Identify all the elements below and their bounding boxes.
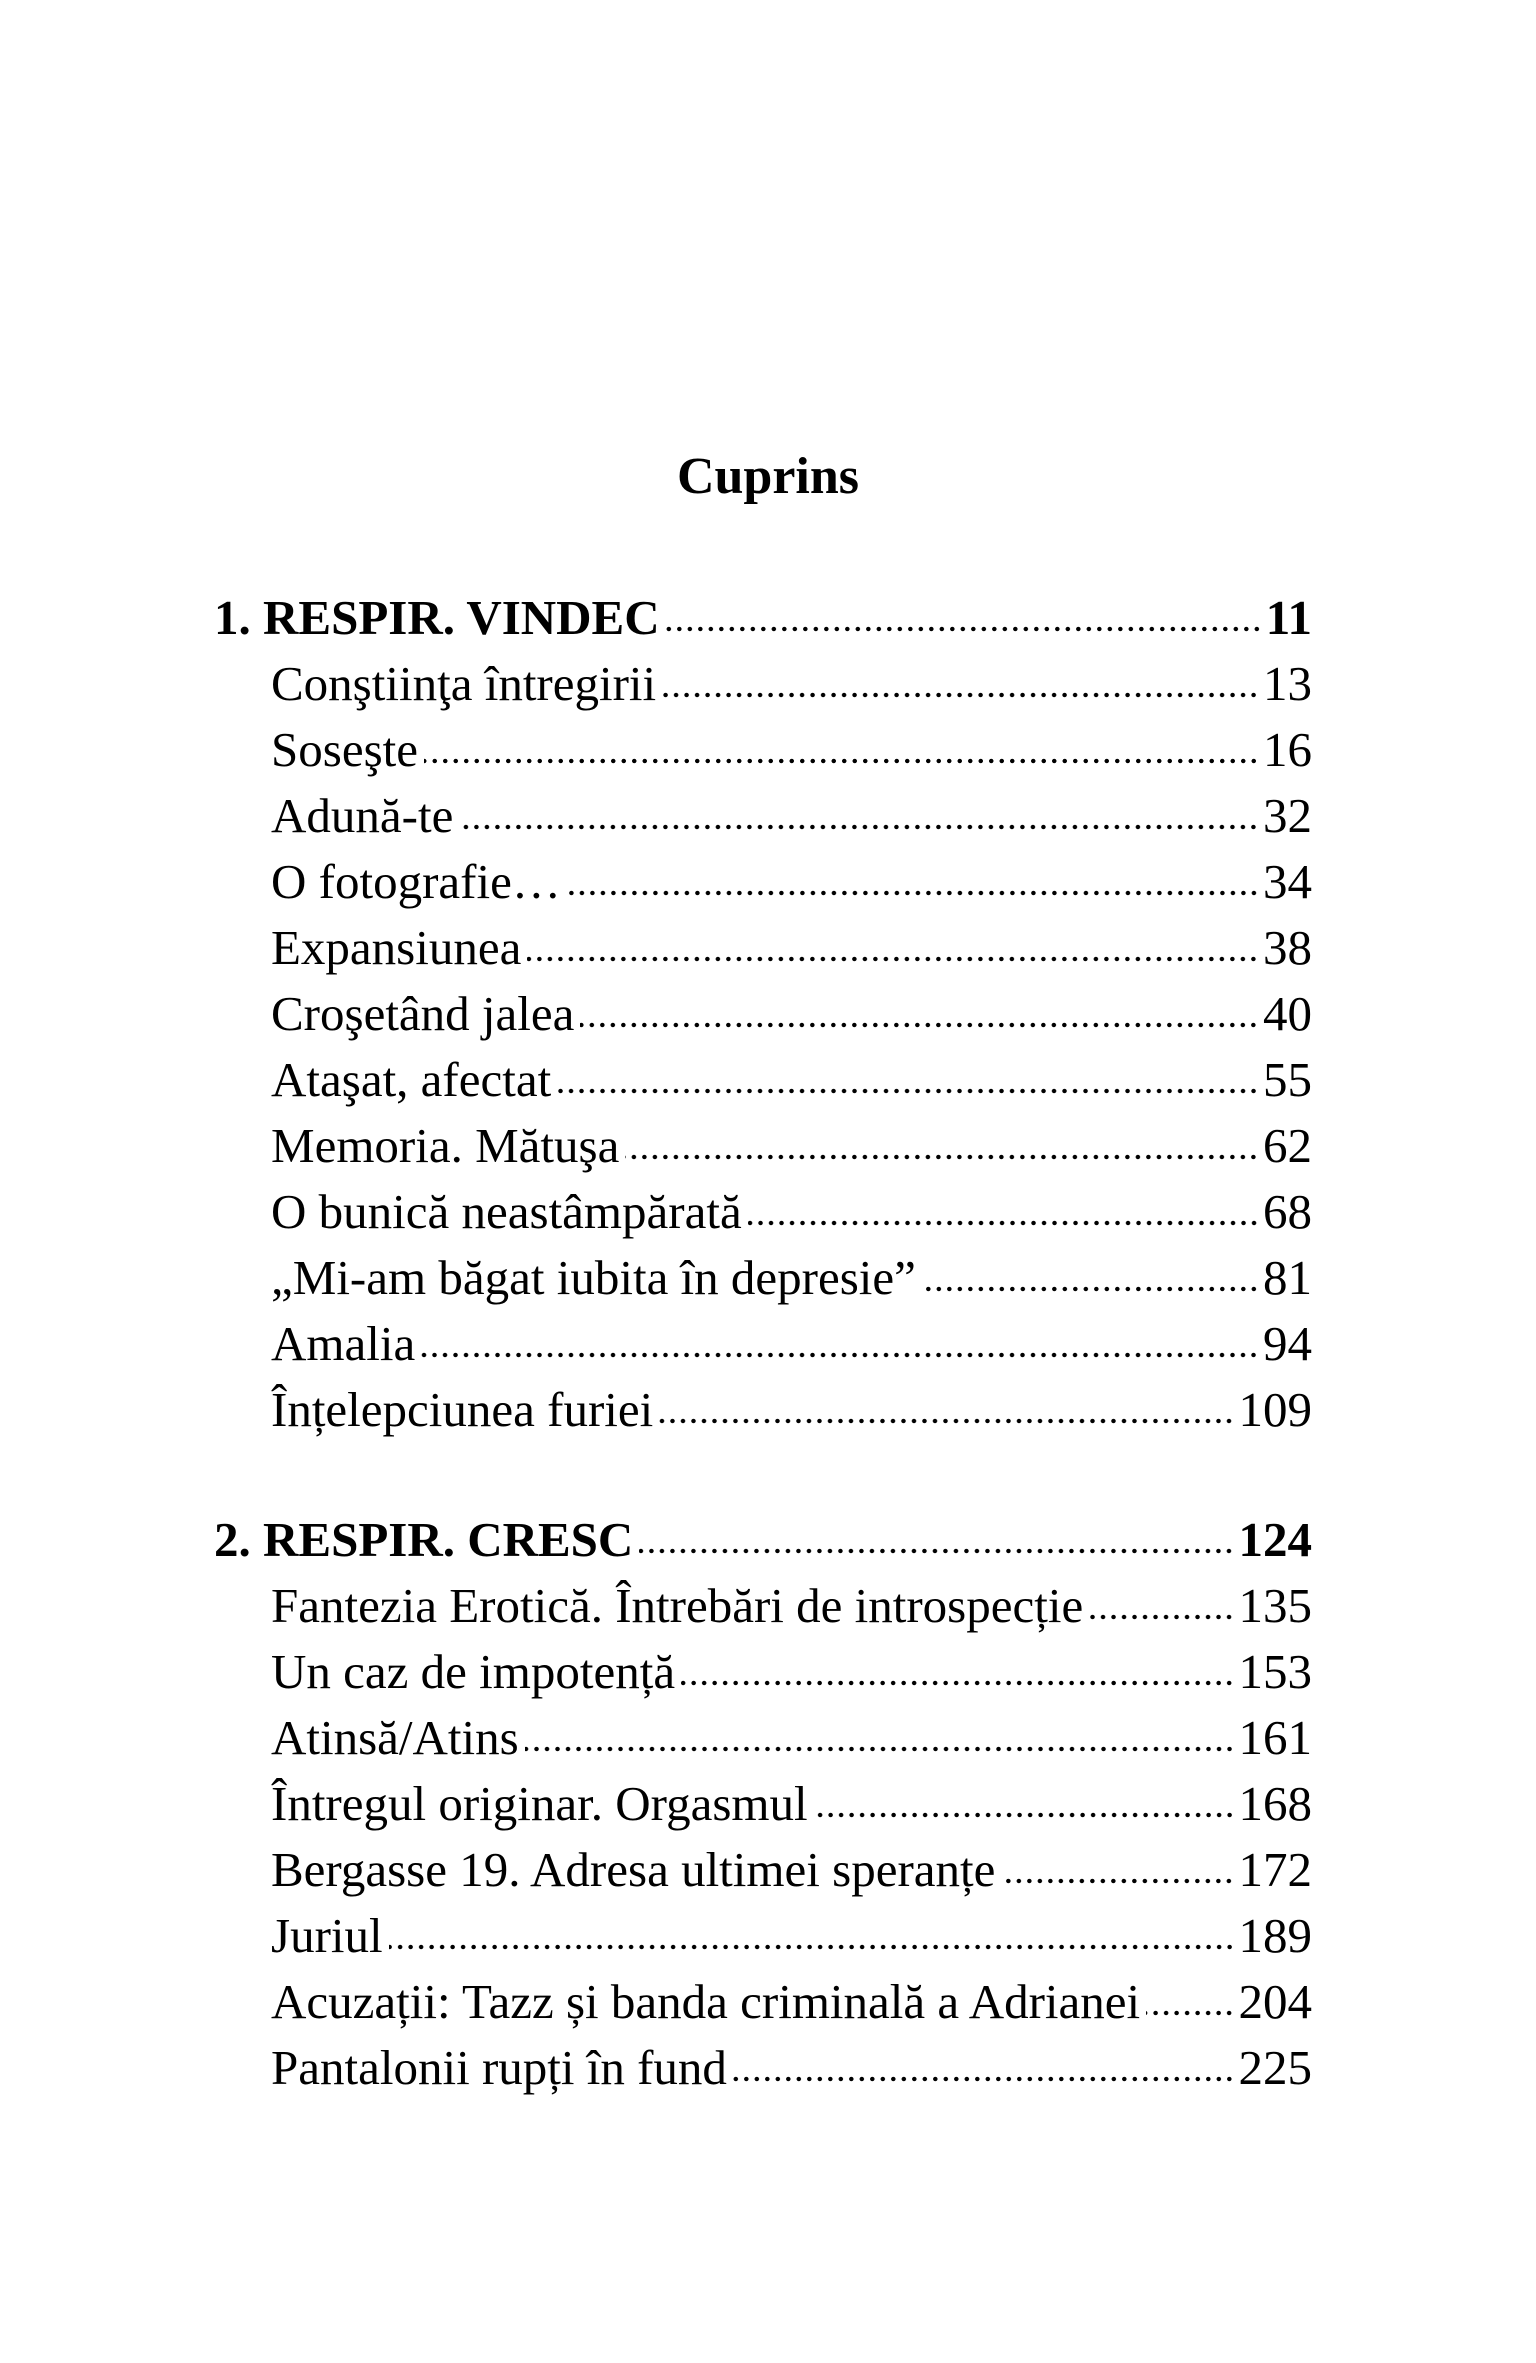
toc-label: 1. RESPIR. VINDEC (214, 590, 660, 645)
dot-leader (733, 2074, 1235, 2084)
dot-leader (1001, 1876, 1234, 1886)
toc-page-number: 62 (1263, 1118, 1312, 1173)
dot-leader (814, 1810, 1235, 1820)
toc-label: Întregul originar. Orgasmul (271, 1776, 808, 1831)
toc-label: Memoria. Mătuşa (271, 1118, 620, 1173)
toc-entry[interactable] (214, 1969, 1312, 2035)
toc-label: Juriul (271, 1908, 383, 1963)
toc-label: Pantalonii rupți în fund (271, 2040, 727, 2095)
toc-entry[interactable] (214, 1837, 1312, 1903)
toc-page-number: 168 (1238, 1776, 1312, 1831)
toc-entry[interactable] (214, 1113, 1312, 1179)
toc-entry[interactable] (214, 651, 1312, 717)
toc-page-number: 40 (1263, 986, 1312, 1041)
toc-entry[interactable] (214, 981, 1312, 1047)
toc-entry[interactable] (214, 1179, 1312, 1245)
dot-leader (421, 1350, 1259, 1360)
dot-leader (666, 624, 1262, 634)
toc-label: Înțelepciunea furiei (271, 1382, 654, 1437)
toc-page-number: 135 (1238, 1578, 1312, 1633)
dot-leader (567, 888, 1259, 898)
toc-entry[interactable] (214, 783, 1312, 849)
toc-label: O fotografie… (271, 854, 561, 909)
toc-label: Acuzații: Tazz și banda criminală a Adrianei (271, 1974, 1141, 2029)
toc-page-number: 55 (1263, 1052, 1312, 1107)
toc-label: Un caz de impotență (271, 1644, 676, 1699)
dot-leader (922, 1284, 1259, 1294)
toc-entry[interactable] (214, 1047, 1312, 1113)
toc-label: Adună-te (271, 788, 454, 843)
dot-leader (662, 690, 1259, 700)
toc-page-number: 94 (1263, 1316, 1312, 1371)
dot-leader (659, 1416, 1234, 1426)
toc-page-number: 13 (1263, 656, 1312, 711)
dot-leader (459, 822, 1259, 832)
dot-leader (580, 1020, 1259, 1030)
dot-leader (525, 1744, 1235, 1754)
toc-label: Bergasse 19. Adresa ultimei speranțe (271, 1842, 996, 1897)
dot-leader (389, 1942, 1235, 1952)
toc-label: 2. RESPIR. CRESC (214, 1512, 634, 1567)
dot-leader (748, 1218, 1259, 1228)
toc-entry[interactable] (214, 1639, 1312, 1705)
dot-leader (557, 1086, 1259, 1096)
toc-page-number: 81 (1263, 1250, 1312, 1305)
toc-label: Expansiunea (271, 920, 522, 975)
toc-section-heading[interactable] (214, 585, 1312, 651)
toc-entry[interactable] (214, 1245, 1312, 1311)
toc-label: Croşetând jalea (271, 986, 575, 1041)
toc-page-number: 124 (1238, 1512, 1312, 1567)
toc-entry[interactable] (214, 915, 1312, 981)
toc-entry[interactable] (214, 1771, 1312, 1837)
dot-leader (681, 1678, 1234, 1688)
toc-entry[interactable] (214, 2035, 1312, 2101)
toc-page-number: 225 (1238, 2040, 1312, 2095)
toc-label: Fantezia Erotică. Întrebări de introspecție (271, 1578, 1084, 1633)
toc-entry[interactable] (214, 717, 1312, 783)
toc-label: Conştiinţa întregirii (271, 656, 657, 711)
toc-label: Ataşat, afectat (271, 1052, 552, 1107)
toc-entry[interactable] (214, 849, 1312, 915)
toc-label: Soseşte (271, 722, 418, 777)
dot-leader (424, 756, 1259, 766)
dot-leader (1089, 1612, 1234, 1622)
dot-leader (639, 1546, 1234, 1556)
toc-label: O bunică neastâmpărată (271, 1184, 742, 1239)
toc-page-number: 68 (1263, 1184, 1312, 1239)
toc-page-number: 204 (1238, 1974, 1312, 2029)
toc-page-number: 32 (1263, 788, 1312, 843)
toc-entry[interactable] (214, 1377, 1312, 1443)
toc-section-2 (214, 1507, 1312, 2101)
toc-label: „Mi-am băgat iubita în depresie” (271, 1250, 916, 1305)
toc-entry[interactable] (214, 1705, 1312, 1771)
toc-entry[interactable] (214, 1903, 1312, 1969)
toc-page-number: 153 (1238, 1644, 1312, 1699)
toc-label: Atinsă/Atins (271, 1710, 519, 1765)
toc-label: Amalia (271, 1316, 416, 1371)
toc-page-number: 38 (1263, 920, 1312, 975)
toc-page-number: 172 (1238, 1842, 1312, 1897)
toc-page-number: 109 (1238, 1382, 1312, 1437)
toc-entry[interactable] (214, 1311, 1312, 1377)
dot-leader (1146, 2008, 1234, 2018)
page-title: Cuprins (676, 448, 860, 505)
toc-page-number: 189 (1238, 1908, 1312, 1963)
toc-page-number: 16 (1263, 722, 1312, 777)
toc-page-number: 11 (1265, 590, 1312, 645)
toc-section-1 (214, 585, 1312, 1443)
dot-leader (527, 954, 1259, 964)
dot-leader (625, 1152, 1259, 1162)
toc-section-heading[interactable] (214, 1507, 1312, 1573)
toc-entry[interactable] (214, 1573, 1312, 1639)
toc-page-number: 161 (1238, 1710, 1312, 1765)
toc-page-number: 34 (1263, 854, 1312, 909)
